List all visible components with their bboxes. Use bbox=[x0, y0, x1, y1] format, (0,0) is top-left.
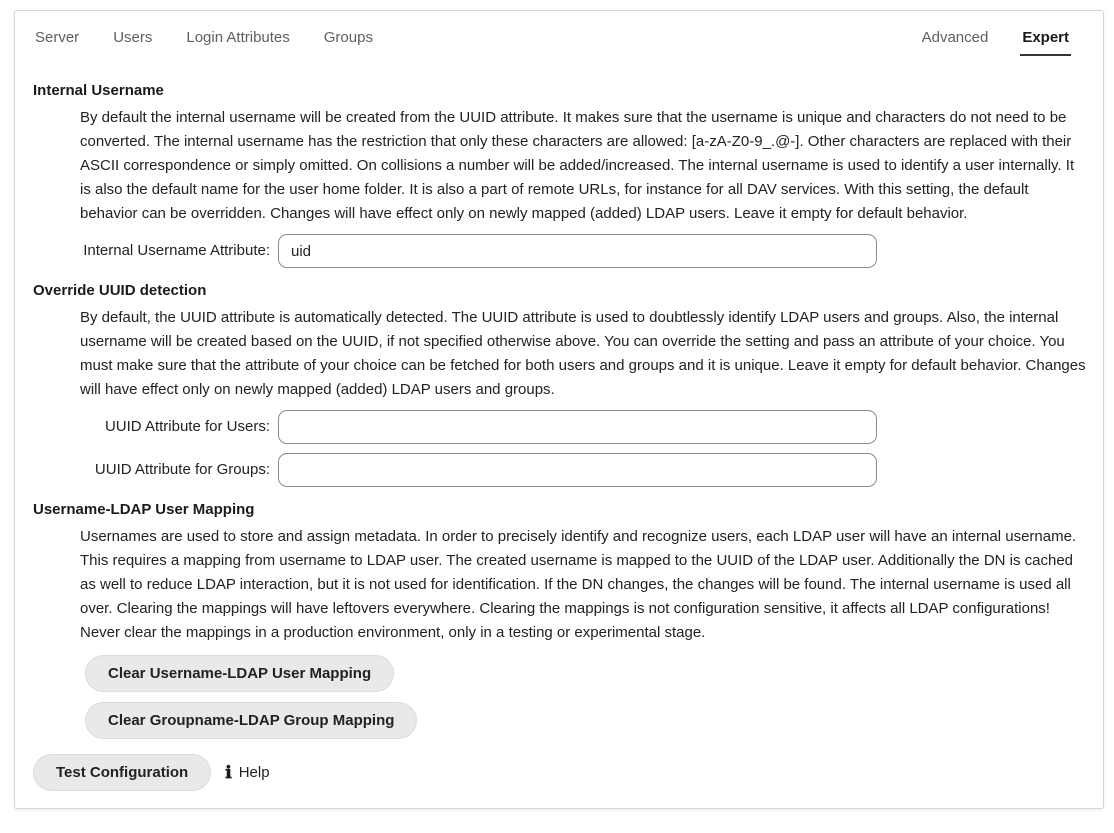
tab-group-left bbox=[33, 25, 375, 54]
field-row-uuid-attribute-groups bbox=[80, 453, 1085, 487]
uuid-attribute-groups-label: UUID Attribute for Groups: bbox=[94, 461, 270, 478]
uuid-attribute-users-input[interactable] bbox=[278, 410, 877, 444]
test-configuration-button[interactable]: Test Configuration bbox=[33, 754, 211, 791]
internal-username-attribute-input[interactable] bbox=[278, 234, 877, 268]
section-description: By default the internal username will be created from the UUID attribute. It makes sure that the username is unique and characters do not need to be converted. The internal username has the restriction that only these characters are allowed: [a-zA-Z0-9_.@-]. Other characters are replaced with their ASCII correspondence or simply omitted. On collisions a number will be added/increased. The internal username is used to identify a user internally. It is also the default name for the user home folder. It is also a part of remote URLs, for instance for all DAV services. With this setting, the default behavior can be overridden. Changes will have effect only on newly mapped (added) LDAP users. Leave it empty for default behavior. bbox=[80, 109, 1075, 222]
uuid-attribute-groups-input[interactable] bbox=[278, 453, 877, 487]
section-description: By default, the UUID attribute is automatically detected. The UUID attribute is used to doubtlessly identify LDAP users and groups. Also, the internal username will be created based on the UUID, if not specified otherwise above. You can override the setting and pass an attribute of your choice. You must make sure that the attribute of your choice can be fetched for both users and groups and it is unique. Leave it empty for default behavior. Changes will have effect only on newly mapped (added) LDAP users and groups. bbox=[80, 309, 1086, 398]
info-icon: ℹ bbox=[225, 763, 232, 782]
ldap-settings-card bbox=[14, 10, 1104, 809]
tab-groups[interactable]: Groups bbox=[323, 29, 373, 46]
tab-server[interactable]: Server bbox=[35, 29, 80, 46]
section-username-ldap-user-mapping bbox=[33, 501, 1085, 739]
section-override-uuid-detection bbox=[33, 282, 1085, 487]
tab-users[interactable]: Users bbox=[113, 29, 153, 46]
clear-groupname-ldap-group-mapping-button[interactable]: Clear Groupname-LDAP Group Mapping bbox=[85, 702, 417, 739]
clear-username-ldap-user-mapping-button[interactable]: Clear Username-LDAP User Mapping bbox=[85, 655, 394, 692]
tab-group-right bbox=[920, 25, 1085, 56]
help-label: Help bbox=[238, 764, 270, 781]
help-link[interactable] bbox=[225, 764, 269, 781]
section-description: Usernames are used to store and assign metadata. In order to precisely identify and recognize users, each LDAP user will have an internal username. This requires a mapping from username to LDAP user. The created username is mapped to the UUID of the LDAP user. Additionally the DN is cached as well to reduce LDAP interaction, but it is not used for identification. If the DN changes, the changes will be found. The internal username is used all over. Clearing the mappings will have leftovers everywhere. Clearing the mappings is not configuration sensitive, it affects all LDAP configurations! Never clear the mappings in a production environment, only in a testing or experimental stage. bbox=[80, 528, 1077, 641]
tab-bar bbox=[33, 25, 1085, 56]
tab-login-attributes[interactable]: Login Attributes bbox=[186, 29, 290, 46]
section-internal-username bbox=[33, 82, 1085, 268]
tab-expert[interactable]: Expert bbox=[1020, 25, 1071, 56]
footer-row bbox=[33, 754, 1085, 791]
internal-username-attribute-label: Internal Username Attribute: bbox=[83, 242, 270, 259]
uuid-attribute-users-label: UUID Attribute for Users: bbox=[104, 418, 270, 435]
field-row-internal-username-attribute bbox=[80, 234, 1085, 268]
section-heading: Username-LDAP User Mapping bbox=[33, 501, 255, 518]
section-heading: Internal Username bbox=[33, 82, 164, 99]
section-heading: Override UUID detection bbox=[33, 282, 207, 299]
field-row-uuid-attribute-users bbox=[80, 410, 1085, 444]
tab-advanced[interactable]: Advanced bbox=[921, 29, 989, 46]
